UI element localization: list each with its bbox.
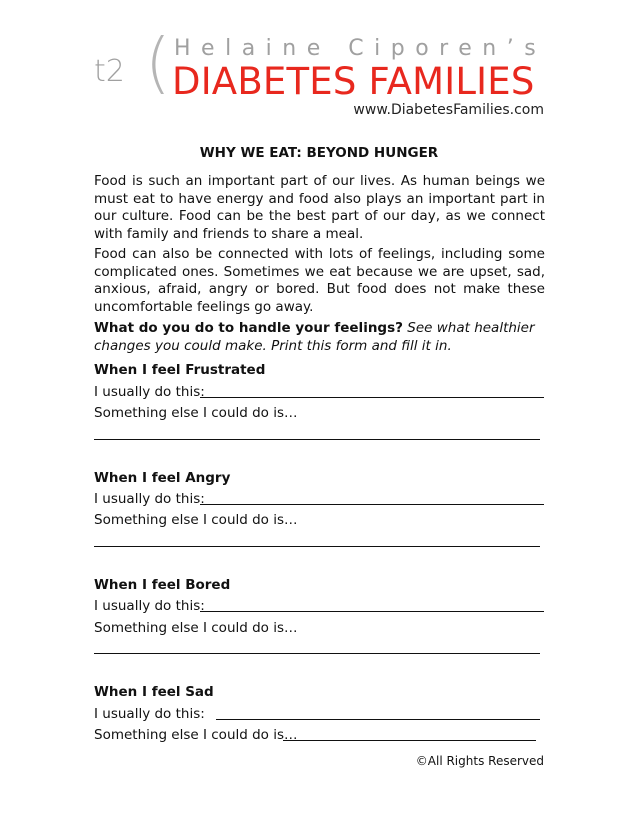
usually-label-frustrated: I usually do this: bbox=[94, 384, 205, 400]
question-italic: See what healthier changes you could make. Print this form and fill it in. bbox=[94, 320, 535, 354]
usually-field-bored[interactable] bbox=[200, 611, 544, 612]
else-field-sad[interactable] bbox=[283, 740, 536, 741]
section-heading-frustrated: When I feel Frustrated bbox=[94, 362, 266, 378]
usually-field-angry[interactable] bbox=[200, 504, 544, 505]
logo-prefix: t2 bbox=[94, 54, 125, 89]
else-label-angry: Something else I could do is… bbox=[94, 512, 298, 528]
else-field-bored[interactable] bbox=[94, 653, 540, 654]
intro-paragraph-2: Food can also be connected with lots of feelings, including some complicated ones. Sometimes we eat because we are upset, sad, anxious, afraid, angry or bored. But food does not make these uncomfortable feelings go away. bbox=[94, 246, 545, 315]
intro-paragraph-1: Food is such an important part of our lives. As human beings we must eat to have energy and food also plays an important part in our culture. Food can be the best part of our day, as we connect with family and friends to share a meal. bbox=[94, 173, 545, 242]
usually-label-sad: I usually do this: bbox=[94, 706, 205, 722]
usually-field-sad[interactable] bbox=[216, 719, 540, 720]
else-field-angry[interactable] bbox=[94, 546, 540, 547]
question-bold: What do you do to handle your feelings? bbox=[94, 320, 403, 336]
section-heading-bored: When I feel Bored bbox=[94, 577, 231, 593]
else-label-sad: Something else I could do is… bbox=[94, 727, 298, 743]
section-heading-angry: When I feel Angry bbox=[94, 470, 231, 486]
section-heading-sad: When I feel Sad bbox=[94, 684, 214, 700]
author-name: Helaine Ciporen’s bbox=[174, 36, 547, 61]
else-label-bored: Something else I could do is… bbox=[94, 620, 298, 636]
question-text bbox=[94, 320, 545, 355]
logo-paren: ( bbox=[145, 24, 171, 101]
usually-label-bored: I usually do this: bbox=[94, 598, 205, 614]
else-field-frustrated[interactable] bbox=[94, 439, 540, 440]
page-title: WHY WE EAT: BEYOND HUNGER bbox=[199, 145, 439, 161]
brand-title: DIABETES FAMILIES bbox=[172, 60, 535, 103]
copyright-notice: ©All Rights Reserved bbox=[415, 754, 544, 768]
usually-field-frustrated[interactable] bbox=[200, 397, 544, 398]
usually-label-angry: I usually do this: bbox=[94, 491, 205, 507]
else-label-frustrated: Something else I could do is… bbox=[94, 405, 298, 421]
website-url[interactable]: www.DiabetesFamilies.com bbox=[353, 102, 544, 118]
